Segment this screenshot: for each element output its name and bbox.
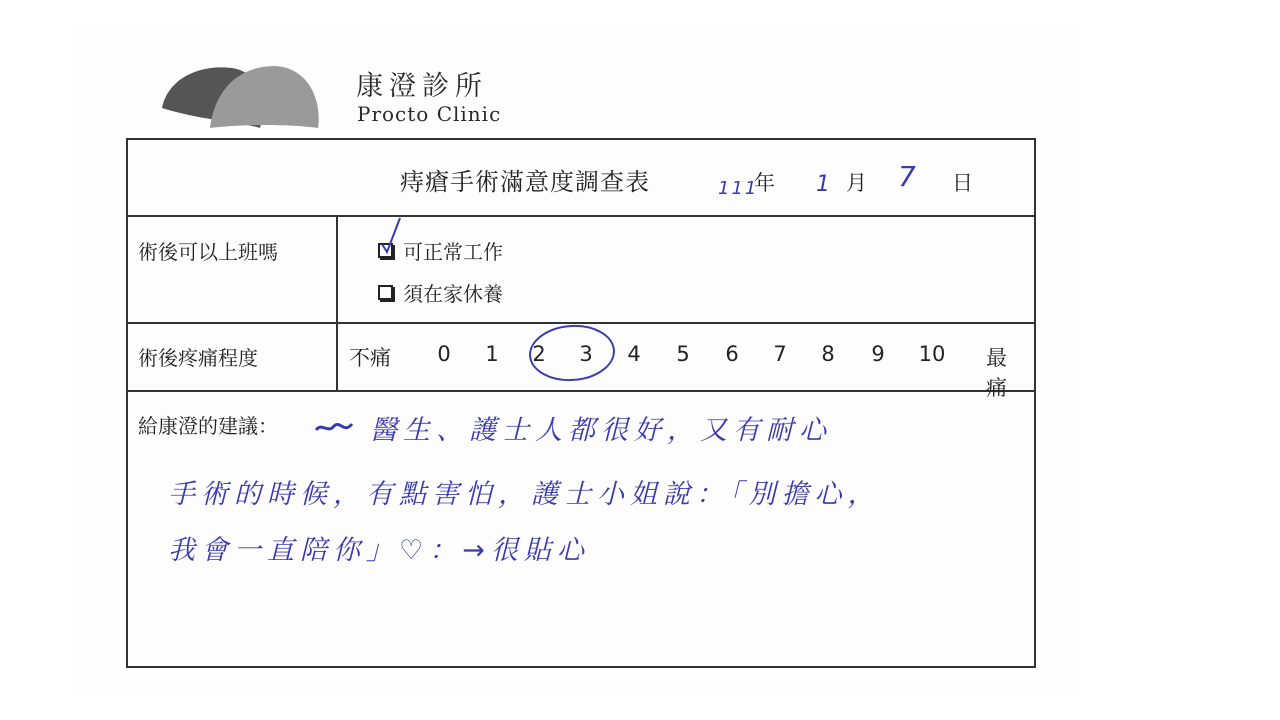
checkmark-icon (376, 216, 406, 256)
pain-scale-min-label: 不痛 (349, 346, 391, 370)
pain-question-label: 術後疼痛程度 (138, 346, 258, 370)
suggestion-line-2: 手術的時候，有點害怕，護士小姐說：「別擔心， (168, 479, 881, 510)
pain-circle-mark (526, 320, 618, 384)
option-rest-at-home-label: 須在家休養 (403, 282, 503, 306)
pain-scale-4[interactable]: 4 (627, 342, 641, 366)
pain-scale-3[interactable]: 3 (579, 342, 593, 366)
suggestion-line-1: 醫生、護士人都很好，又有耐心 (370, 415, 832, 446)
date-year-label: 年 (754, 171, 775, 195)
pain-scale-0[interactable]: 0 (437, 342, 451, 366)
row-divider (128, 215, 1034, 217)
form-title: 痔瘡手術滿意度調查表 (400, 168, 650, 196)
date-month-label: 月 (846, 171, 867, 195)
pain-scale-7[interactable]: 7 (773, 342, 787, 366)
date-day-handwritten: 7 (898, 160, 916, 193)
checkbox-rest-at-home[interactable] (378, 285, 393, 300)
pain-scale-5[interactable]: 5 (676, 342, 690, 366)
date-month-handwritten: 1 (816, 172, 830, 197)
scribble-mark (314, 418, 356, 438)
date-day-label: 日 (952, 171, 973, 195)
pain-scale-2[interactable]: 2 (532, 342, 546, 366)
clinic-logo (160, 62, 325, 132)
column-divider (336, 216, 338, 390)
pain-scale-6[interactable]: 6 (725, 342, 739, 366)
option-normal-work-label: 可正常工作 (403, 240, 503, 264)
row-divider (128, 390, 1034, 392)
pain-scale-1[interactable]: 1 (485, 342, 499, 366)
date-year-handwritten: 111 (718, 178, 759, 199)
clinic-name-chinese: 康澄診所 (356, 71, 488, 102)
survey-form (126, 138, 1036, 668)
suggestion-line-3: 我會一直陪你」♡：→很貼心 (168, 535, 590, 566)
work-question-label: 術後可以上班嗎 (138, 240, 278, 264)
pain-scale-10[interactable]: 10 (918, 342, 946, 366)
option-rest-at-home[interactable] (378, 278, 503, 307)
pain-scale-8[interactable]: 8 (821, 342, 835, 366)
pain-scale-9[interactable]: 9 (871, 342, 885, 366)
suggestion-label: 給康澄的建議： (138, 414, 278, 438)
clinic-name-english: Procto Clinic (357, 102, 502, 126)
pain-scale-max-label: 最痛 (986, 346, 1007, 400)
